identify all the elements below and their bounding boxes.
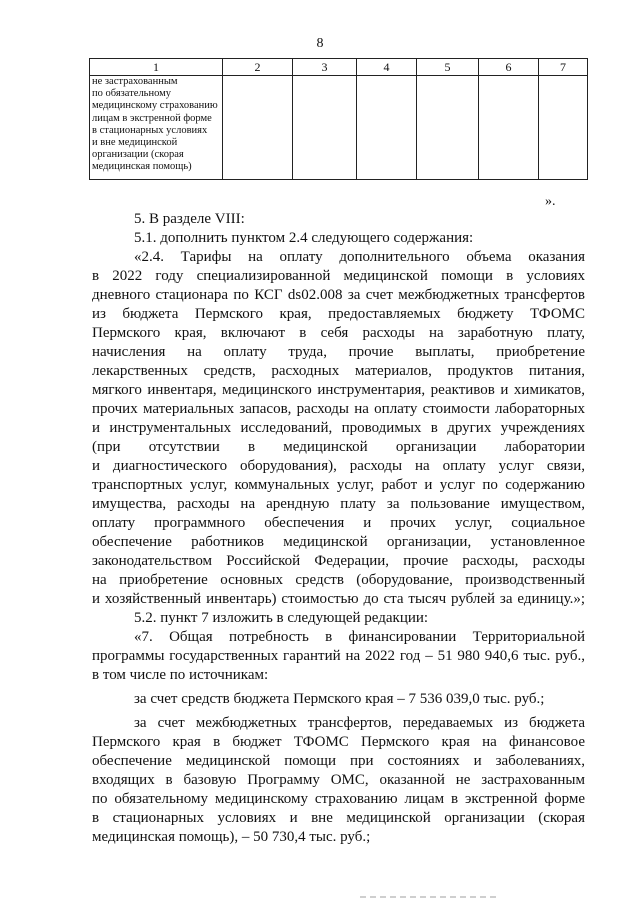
text-line: в 2022 году специализированной медицинской помощи в условиях: [92, 268, 585, 284]
text-line: начисления на оплату труда, прочие выплаты, приобретение: [92, 344, 585, 360]
cell-line: лицам в экстренной форме: [92, 112, 212, 124]
table-cell-empty: [417, 76, 479, 180]
column-header: 1: [90, 59, 223, 76]
text-line: и хозяйственный инвентарь) стоимостью до ста тысяч рублей за единицу.»;: [92, 591, 585, 607]
text-line: входящих в базовую Программу ОМС, оказанной не застрахованным: [92, 772, 585, 788]
text-line: 5. В разделе VIII:: [134, 211, 245, 227]
text-line: транспортных услуг, коммунальных услуг, работ и услуг по содержанию: [92, 477, 585, 493]
text-line: дневного стационара по КСГ ds02.008 за счет межбюджетных трансфертов: [92, 287, 585, 303]
cell-line: организации (скорая: [92, 149, 184, 161]
text-line: в том числе по источникам:: [92, 667, 269, 683]
column-header: 2: [223, 59, 293, 76]
column-header: 3: [293, 59, 357, 76]
table-cell-empty: [539, 76, 588, 180]
cell-line: по обязательному: [92, 88, 172, 100]
table-cell-empty: [479, 76, 539, 180]
cell-line: в стационарных условиях: [92, 124, 208, 136]
text-line: Пермского края, включают в себя расходы на заработную плату,: [92, 325, 585, 341]
closing-quote-mark: ».: [545, 194, 556, 209]
text-line: 5.1. дополнить пунктом 2.4 следующего содержания:: [134, 230, 474, 246]
text-line: 5.2. пункт 7 изложить в следующей редакции:: [134, 610, 429, 626]
text-line: за счет межбюджетных трансфертов, передаваемых из бюджета: [134, 715, 585, 731]
text-line: в стационарных условиях и вне медицинской организации (скорая: [92, 810, 585, 826]
cell-line: не застрахованным: [92, 76, 178, 87]
page-number: 8: [316, 36, 324, 51]
text-line: мягкого инвентаря, медицинского инструментария, реактивов и химикатов,: [92, 382, 585, 398]
table-row: [90, 76, 588, 180]
text-line: медицинская помощь), – 50 730,4 тыс. руб.;: [92, 829, 371, 845]
table-cell-empty: [223, 76, 293, 180]
table-cell-empty: [357, 76, 417, 180]
text-line: на приобретение основных средств (оборудование, производственный: [92, 572, 585, 588]
text-line: обеспечение работников медицинской организации, установленное: [92, 534, 585, 550]
text-line: обеспечение медицинской помощи при состояниях и заболеваниях,: [92, 753, 585, 769]
table-cell-empty: [293, 76, 357, 180]
cell-line: медицинскому страхованию: [92, 100, 218, 112]
column-header: 4: [357, 59, 417, 76]
data-table: [89, 58, 588, 180]
text-line: оплату программного обеспечения и прочих услуг, социальное: [92, 515, 585, 531]
table-header-row: [90, 59, 588, 76]
text-line: и инструментальных исследований, проводимых в других учреждениях: [92, 420, 585, 436]
column-header: 5: [417, 59, 479, 76]
text-line: из бюджета Пермского края, предоставляемых бюджету ТФОМС: [92, 306, 585, 322]
text-line: Пермского края в бюджет ТФОМС Пермского края на финансовое: [92, 734, 585, 750]
cell-line: медицинская помощь): [92, 161, 192, 173]
column-header: 6: [479, 59, 539, 76]
text-line: законодательством Российской Федерации, прочие расходы, расходы: [92, 553, 585, 569]
text-line: «7. Общая потребность в финансировании Территориальной: [134, 629, 585, 645]
text-line: имущества, расходы на арендную плату за пользование имуществом,: [92, 496, 585, 512]
text-line: «2.4. Тарифы на оплату дополнительного объема оказания: [134, 249, 585, 265]
text-line: лекарственных средств, расходных материалов, продуктов питания,: [92, 363, 585, 379]
table-cell-description: [90, 76, 223, 180]
text-line: прочих материальных запасов, расходы на оплату стоимости лабораторных: [92, 401, 585, 417]
scan-artifact: [360, 896, 500, 898]
text-line: и диагностического оборудования), расходы на оплату услуг связи,: [92, 458, 585, 474]
column-header: 7: [539, 59, 588, 76]
text-line: (при отсутствии в медицинской организации лаборатории: [92, 439, 585, 455]
text-line: программы государственных гарантий на 2022 год – 51 980 940,6 тыс. руб.,: [92, 648, 585, 664]
text-line: за счет средств бюджета Пермского края – 7 536 039,0 тыс. руб.;: [134, 691, 545, 707]
cell-line: и вне медицинской: [92, 137, 178, 149]
text-line: по обязательному медицинскому страхованию лицам в экстренной форме: [92, 791, 585, 807]
